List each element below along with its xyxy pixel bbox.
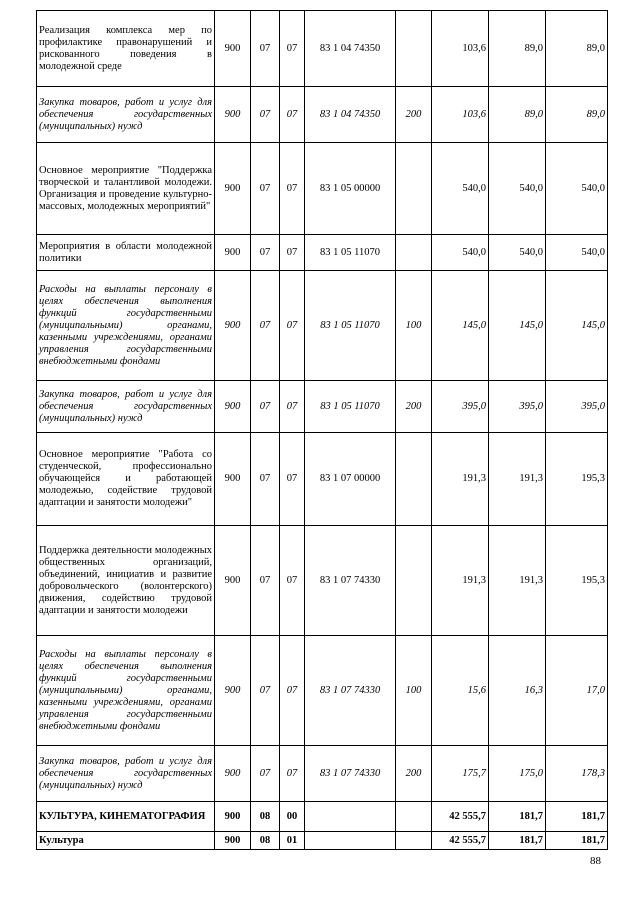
section-code-cell: 07: [251, 143, 280, 235]
row-name-cell: Закупка товаров, работ и услуг для обеспечения государственных (муниципальных) нужд: [37, 746, 215, 802]
amount-year2-cell: 16,3: [489, 636, 546, 746]
grbs-code-cell: 900: [215, 87, 251, 143]
amount-year3-cell: 395,0: [546, 381, 608, 433]
row-name-cell: Реализация комплекса мер по профилактике правонарушений и рискованного поведения в молодежной среде: [37, 11, 215, 87]
amount-year1-cell: 395,0: [432, 381, 489, 433]
amount-year1-cell: 15,6: [432, 636, 489, 746]
expense-type-cell: 100: [396, 636, 432, 746]
table-row: [37, 143, 608, 235]
grbs-code-cell: 900: [215, 636, 251, 746]
row-name-cell: Мероприятия в области молодежной политики: [37, 235, 215, 271]
table-row: [37, 526, 608, 636]
expense-type-cell: 200: [396, 746, 432, 802]
row-name-cell: Расходы на выплаты персоналу в целях обеспечения выполнения функций государственными (муниципальными) органами, казенными учреждениями, органами управления государственными внебюджетными фондами: [37, 636, 215, 746]
expense-type-cell: 200: [396, 381, 432, 433]
target-article-cell: [305, 832, 396, 850]
amount-year2-cell: 145,0: [489, 271, 546, 381]
section-code-cell: 07: [251, 235, 280, 271]
table-row: [37, 381, 608, 433]
grbs-code-cell: 900: [215, 526, 251, 636]
amount-year1-cell: 540,0: [432, 235, 489, 271]
row-name-cell: КУЛЬТУРА, КИНЕМАТОГРАФИЯ: [37, 802, 215, 832]
amount-year1-cell: 145,0: [432, 271, 489, 381]
expense-type-cell: [396, 235, 432, 271]
target-article-cell: 83 1 05 11070: [305, 235, 396, 271]
row-name-cell: Основное мероприятие "Поддержка творческой и талантливой молодежи. Организация и проведение культурно-массовых, молодежных мероприятий": [37, 143, 215, 235]
expense-type-cell: [396, 802, 432, 832]
subsection-code-cell: 07: [280, 143, 305, 235]
target-article-cell: 83 1 07 74330: [305, 526, 396, 636]
section-code-cell: 07: [251, 271, 280, 381]
amount-year1-cell: 175,7: [432, 746, 489, 802]
amount-year3-cell: 540,0: [546, 235, 608, 271]
amount-year2-cell: 175,0: [489, 746, 546, 802]
amount-year1-cell: 191,3: [432, 433, 489, 526]
amount-year3-cell: 89,0: [546, 11, 608, 87]
grbs-code-cell: 900: [215, 746, 251, 802]
amount-year2-cell: 191,3: [489, 433, 546, 526]
grbs-code-cell: 900: [215, 11, 251, 87]
table-row: [37, 235, 608, 271]
subsection-code-cell: 07: [280, 271, 305, 381]
table-row: [37, 832, 608, 850]
amount-year1-cell: 103,6: [432, 87, 489, 143]
amount-year1-cell: 103,6: [432, 11, 489, 87]
target-article-cell: 83 1 05 00000: [305, 143, 396, 235]
grbs-code-cell: 900: [215, 832, 251, 850]
grbs-code-cell: 900: [215, 235, 251, 271]
expense-type-cell: [396, 526, 432, 636]
amount-year1-cell: 42 555,7: [432, 832, 489, 850]
target-article-cell: 83 1 04 74350: [305, 87, 396, 143]
row-name-cell: Закупка товаров, работ и услуг для обеспечения государственных (муниципальных) нужд: [37, 381, 215, 433]
expense-type-cell: [396, 433, 432, 526]
table-row: [37, 802, 608, 832]
table-row: [37, 87, 608, 143]
subsection-code-cell: 07: [280, 11, 305, 87]
grbs-code-cell: 900: [215, 433, 251, 526]
expense-type-cell: 200: [396, 87, 432, 143]
target-article-cell: 83 1 04 74350: [305, 11, 396, 87]
expense-type-cell: [396, 143, 432, 235]
expense-type-cell: [396, 832, 432, 850]
page-number: 88: [590, 855, 601, 867]
subsection-code-cell: 07: [280, 433, 305, 526]
amount-year2-cell: 540,0: [489, 143, 546, 235]
subsection-code-cell: 07: [280, 381, 305, 433]
amount-year2-cell: 181,7: [489, 832, 546, 850]
row-name-cell: Расходы на выплаты персоналу в целях обеспечения выполнения функций государственными (муниципальными) органами, казенными учреждениями, органами управления государственными внебюджетными фондами: [37, 271, 215, 381]
section-code-cell: 07: [251, 636, 280, 746]
row-name-cell: Культура: [37, 832, 215, 850]
table-row: [37, 271, 608, 381]
amount-year3-cell: 181,7: [546, 802, 608, 832]
amount-year3-cell: 195,3: [546, 526, 608, 636]
grbs-code-cell: 900: [215, 381, 251, 433]
grbs-code-cell: 900: [215, 802, 251, 832]
grbs-code-cell: 900: [215, 271, 251, 381]
target-article-cell: 83 1 07 74330: [305, 636, 396, 746]
section-code-cell: 07: [251, 11, 280, 87]
amount-year2-cell: 181,7: [489, 802, 546, 832]
amount-year3-cell: 89,0: [546, 87, 608, 143]
section-code-cell: 08: [251, 802, 280, 832]
amount-year3-cell: 540,0: [546, 143, 608, 235]
grbs-code-cell: 900: [215, 143, 251, 235]
subsection-code-cell: 00: [280, 802, 305, 832]
section-code-cell: 07: [251, 87, 280, 143]
target-article-cell: 83 1 05 11070: [305, 381, 396, 433]
subsection-code-cell: 07: [280, 526, 305, 636]
section-code-cell: 07: [251, 746, 280, 802]
section-code-cell: 08: [251, 832, 280, 850]
amount-year3-cell: 17,0: [546, 636, 608, 746]
table-row: [37, 746, 608, 802]
table-body: [37, 11, 608, 850]
table-row: [37, 433, 608, 526]
row-name-cell: Основное мероприятие "Работа со студенческой, профессионально обучающейся и работающей молодежью, содействие трудовой адаптации и занятости молодежи": [37, 433, 215, 526]
amount-year1-cell: 540,0: [432, 143, 489, 235]
amount-year2-cell: 540,0: [489, 235, 546, 271]
target-article-cell: 83 1 05 11070: [305, 271, 396, 381]
target-article-cell: 83 1 07 00000: [305, 433, 396, 526]
amount-year1-cell: 42 555,7: [432, 802, 489, 832]
amount-year1-cell: 191,3: [432, 526, 489, 636]
subsection-code-cell: 07: [280, 235, 305, 271]
amount-year2-cell: 191,3: [489, 526, 546, 636]
amount-year3-cell: 181,7: [546, 832, 608, 850]
section-code-cell: 07: [251, 381, 280, 433]
amount-year3-cell: 145,0: [546, 271, 608, 381]
amount-year3-cell: 195,3: [546, 433, 608, 526]
row-name-cell: Поддержка деятельности молодежных общественных организаций, объединений, инициатив и развитие добровольческого (волонтерского) движения, содействию трудовой адаптации и занятости молодежи: [37, 526, 215, 636]
row-name-cell: Закупка товаров, работ и услуг для обеспечения государственных (муниципальных) нужд: [37, 87, 215, 143]
expense-type-cell: 100: [396, 271, 432, 381]
table-row: [37, 636, 608, 746]
budget-table: [36, 10, 608, 850]
target-article-cell: 83 1 07 74330: [305, 746, 396, 802]
amount-year2-cell: 89,0: [489, 87, 546, 143]
amount-year3-cell: 178,3: [546, 746, 608, 802]
subsection-code-cell: 07: [280, 87, 305, 143]
target-article-cell: [305, 802, 396, 832]
section-code-cell: 07: [251, 433, 280, 526]
subsection-code-cell: 07: [280, 746, 305, 802]
amount-year2-cell: 89,0: [489, 11, 546, 87]
table-row: [37, 11, 608, 87]
subsection-code-cell: 07: [280, 636, 305, 746]
expense-type-cell: [396, 11, 432, 87]
subsection-code-cell: 01: [280, 832, 305, 850]
amount-year2-cell: 395,0: [489, 381, 546, 433]
section-code-cell: 07: [251, 526, 280, 636]
